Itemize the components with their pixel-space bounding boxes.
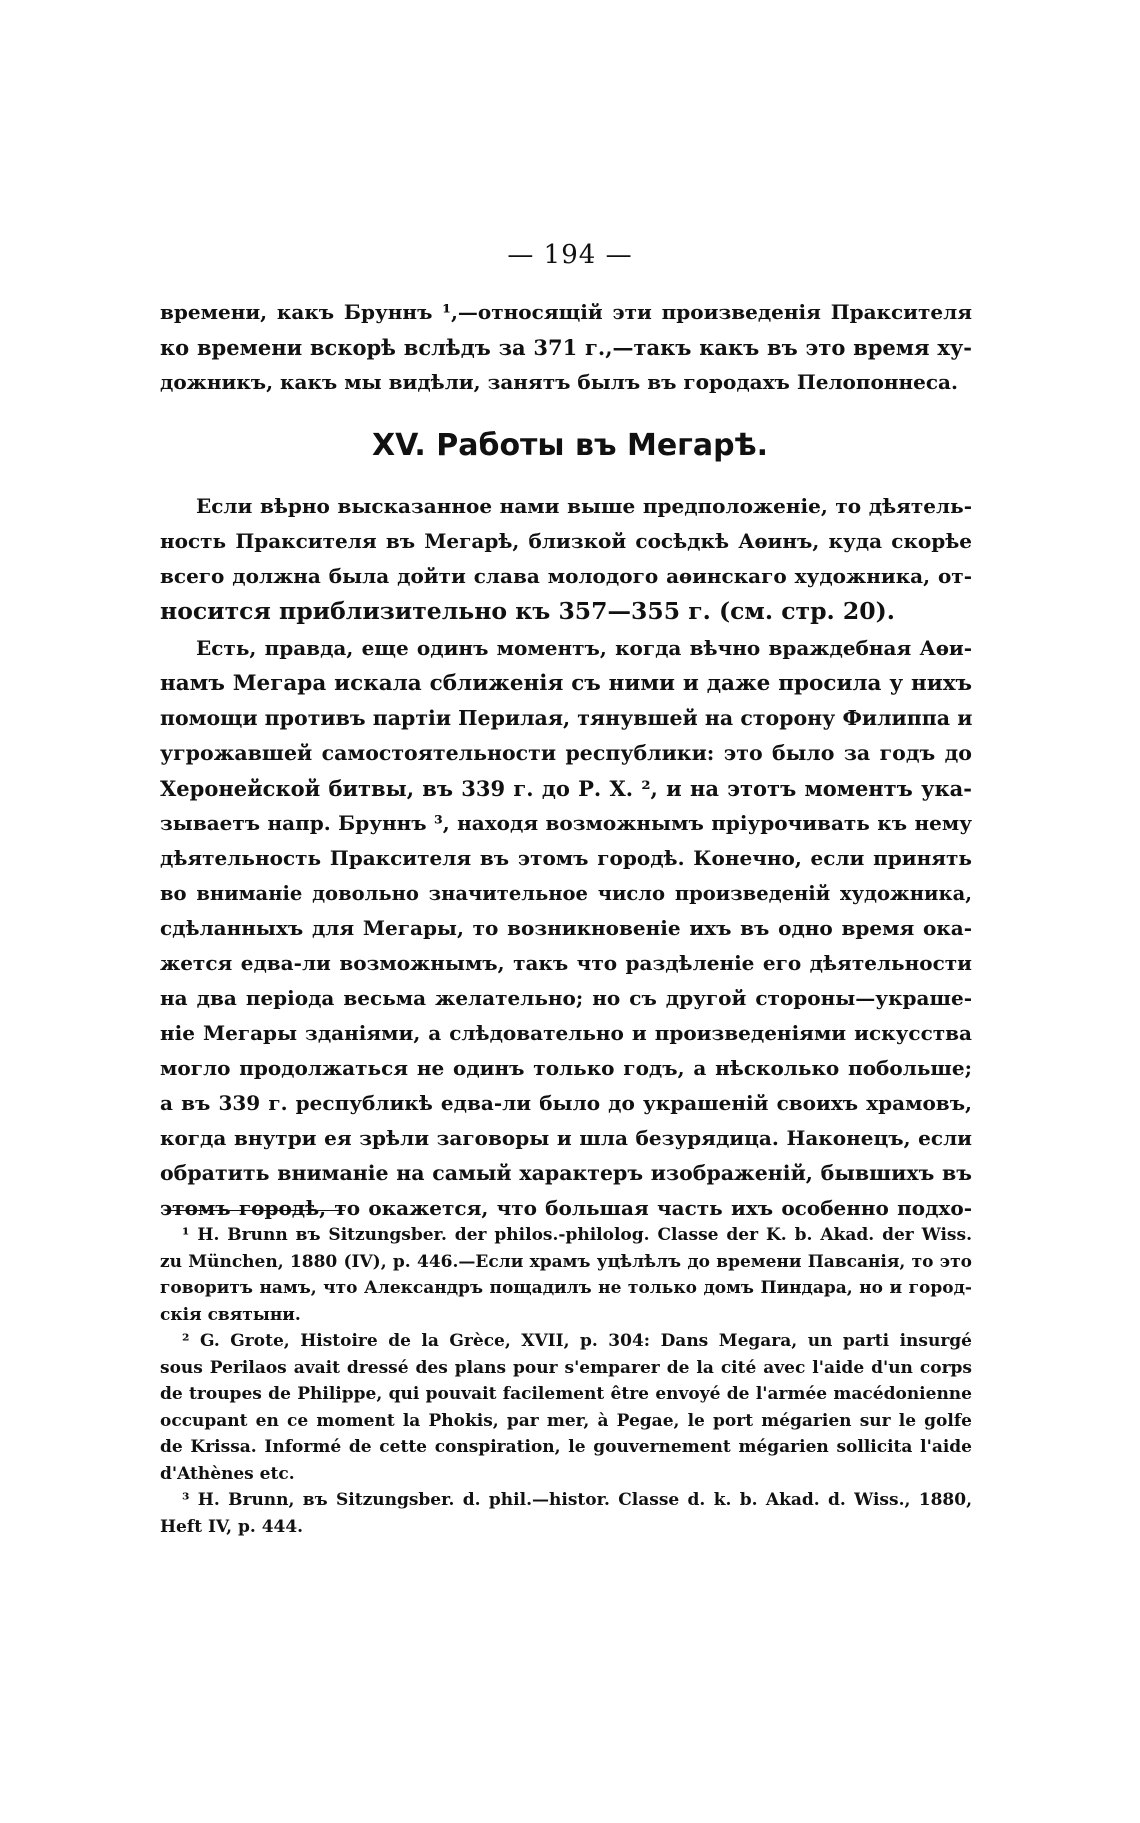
text-line: Херонейской битвы, въ 339 г. до Р. Х. ², и на этотъ моментъ ука- [160,776,972,801]
text-line: ко времени вскорѣ вслѣдъ за 371 г.,—такъ какъ въ это время ху- [160,335,972,360]
text-line: ніе Мегары зданіями, а слѣдовательно и произведеніями искусства [160,1021,972,1045]
text-line: намъ Мегара искала сближенія съ ними и даже просила у нихъ [160,671,972,696]
footnote-divider [165,1210,345,1211]
section-heading: XV. Работы въ Мегарѣ. [371,428,769,463]
footnote-line: de Krissa. Informé de cette conspiration, le gouvernement mégarien sollicita l'aide [160,1437,972,1457]
footnote-line: ¹ H. Brunn въ Sitzungsber. der philos.-philolog. Classe der K. b. Akad. der Wiss. [182,1225,972,1245]
intro-paragraph [160,295,972,400]
text-line: во вниманіе довольно значительное число произведеній художника, [160,882,972,905]
text-line: Есть, правда, еще одинъ моментъ, когда вѣчно враждебная Аѳи- [196,636,972,660]
text-line: носится приблизительно къ 357—355 г. (см. стр. 20). [160,597,895,625]
text-line: ность Праксителя въ Мегарѣ, близкой сосѣдкѣ Аѳинъ, куда скорѣе [160,529,972,553]
text-line: жется едва-ли возможнымъ, такъ что раздѣленіе его дѣятельности [160,951,972,975]
text-line: зываетъ напр. Бруннъ ³, находя возможнымъ пріурочивать къ нему [160,811,972,835]
text-line: обратить вниманіе на самый характеръ изображеній, бывшихъ въ [160,1161,972,1185]
paragraph-2 [160,631,972,1226]
footnote-line: ³ H. Brunn, въ Sitzungsber. d. phil.—histor. Classe d. k. b. Akad. d. Wiss., 1880, [182,1490,972,1510]
footnote-line: ² G. Grote, Histoire de la Grèce, XVII, p. 304: Dans Megara, un parti insurgé [182,1331,972,1351]
text-line: а въ 339 г. республикѣ едва-ли было до украшеній своихъ храмовъ, [160,1091,972,1115]
footnote-line: zu München, 1880 (IV), p. 446.—Если храмъ уцѣлѣлъ до времени Павсанія, то это [160,1251,972,1272]
footnote-line: d'Athènes etc. [160,1463,295,1484]
text-line: всего должна была дойти слава молодого аѳинскаго художника, от- [160,564,972,588]
footnote-line: sous Perilaos avait dressé des plans pour s'emparer de la cité avec l'aide d'un corps [160,1357,972,1378]
text-line: помощи противъ партіи Перилая, тянувшей на сторону Филиппа и [160,706,973,730]
footnote-line: скія святыни. [160,1304,301,1325]
text-line: дожникъ, какъ мы видѣли, занятъ былъ въ городахъ Пелопоннеса. [160,370,958,394]
text-line: Если вѣрно высказанное нами выше предположеніе, то дѣятель- [196,494,972,518]
footnote-line: Heft IV, p. 444. [160,1516,304,1537]
text-line: времени, какъ Бруннъ ¹,—относящій эти произведенія Праксителя [160,300,972,324]
text-line: этомъ городѣ, то окажется, что большая часть ихъ особенно подхо- [160,1196,972,1220]
page-number: — 194 — [507,240,633,270]
footnotes [160,1222,972,1540]
text-line: сдѣланныхъ для Мегары, то возникновеніе ихъ въ одно время ока- [160,916,972,940]
text-line: дѣятельность Праксителя въ этомъ городѣ. Конечно, если принять [160,846,972,870]
text-line: на два періода весьма желательно; но съ другой стороны—украше- [160,986,972,1010]
text-line: угрожавшей самостоятельности республики: это было за годъ до [160,741,972,765]
footnote-line: de troupes de Philippe, qui pouvait facilement être envoyé de l'armée macédonienne [160,1384,972,1404]
footnote-line: occupant en ce moment la Phokis, par mer, à Pegae, le port mégarien sur le golfe [160,1410,972,1431]
text-line: могло продолжаться не одинъ только годъ, а нѣсколько побольше; [160,1056,972,1080]
text-line: когда внутри ея зрѣли заговоры и шла безурядица. Наконецъ, если [160,1126,972,1150]
paragraph-1 [160,489,972,629]
footnote-line: говоритъ намъ, что Александръ пощадилъ не только домъ Пиндара, но и город- [160,1278,972,1298]
